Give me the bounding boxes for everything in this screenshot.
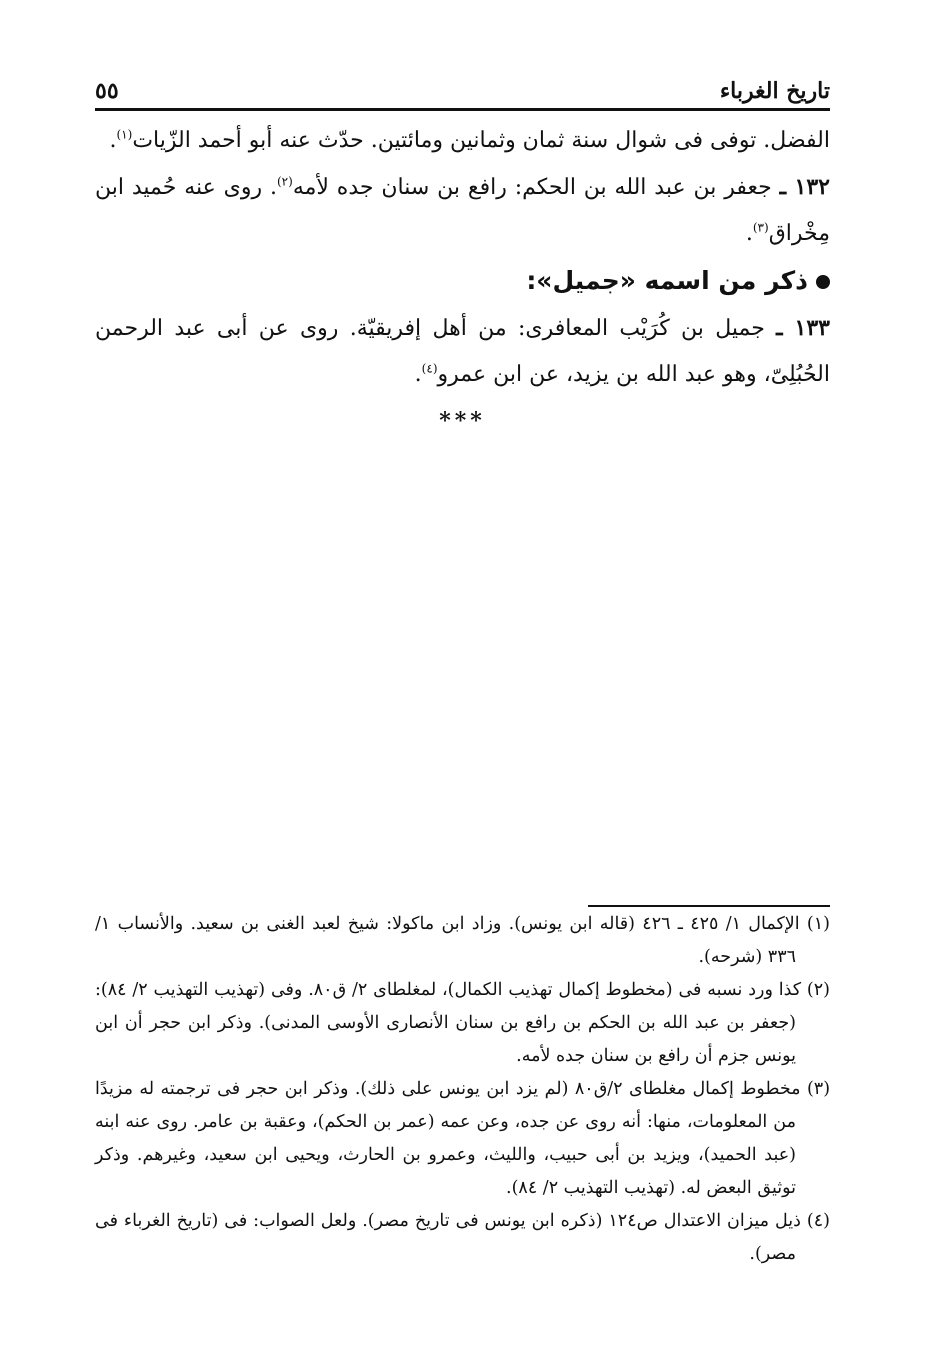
footnote-ref-4[interactable]: (٤) xyxy=(421,361,438,376)
entry-text: . روى عنه حُميد ابن مِخْراق xyxy=(95,175,830,246)
footnote-rule xyxy=(588,905,830,907)
section-separator-stars: *** xyxy=(439,408,486,434)
text-punct: . xyxy=(414,362,422,387)
footnote-4: (٤) ذيل ميزان الاعتدال ص١٢٤ (ذكره ابن يونس فى تاريخ مصر). ولعل الصواب: فى (تاريخ الغرباء فى مصر). xyxy=(95,1211,830,1264)
footnote-ref-1[interactable]: (١) xyxy=(116,127,133,142)
running-title: تاريخ الغرباء xyxy=(719,78,830,104)
text-line: الفضل. توفى فى شوال سنة ثمان وثمانين ومائتين. حدّث عنه أبو أحمد الزّيات xyxy=(132,128,830,153)
running-header xyxy=(95,68,830,104)
paragraph-continuation xyxy=(95,118,830,164)
entry-text: جعفر بن عبد الله بن الحكم: رافع بن سنان جده لأمه xyxy=(292,175,772,200)
entry-text: جميل بن كُرَيْب المعافرى: من أهل إفريقيّة. روى عن أبى عبد الرحمن الحُبُلِىّ، وهو عبد الله بن يزيد، عن ابن عمرو xyxy=(95,316,830,387)
bullet-icon xyxy=(816,275,830,289)
section-heading-text: ذكر من اسمه «جميل»: xyxy=(526,266,808,295)
footnote-ref-2[interactable]: (٢) xyxy=(276,174,293,189)
entry-133 xyxy=(95,305,830,398)
text-punct: . xyxy=(745,221,753,246)
footnote-ref-3[interactable]: (٣) xyxy=(752,220,769,235)
entry-number: ١٣٣ ـ xyxy=(776,315,830,341)
footnotes xyxy=(95,908,830,1271)
footnote-1: (١) الإكمال ١/ ٤٢٥ ـ ٤٢٦ (قاله ابن يونس). وزاد ابن ماكولا: شيخ لعبد الغنى بن سعيد. والأنساب ١/ ٣٣٦ (شرحه). xyxy=(95,914,830,967)
section-heading xyxy=(95,257,830,305)
footnote-3: (٣) مخطوط إكمال مغلطاى ٢/ق٨٠ (لم يزد ابن يونس على ذلك). وذكر ابن حجر فى ترجمته له مزيدًا من المعلومات، منها: أنه روى عن جده، وعن عمه (عمر بن الحكم)، وعقبة بن عامر. روى عنه ابنه (عبد الحميد)، ويزيد بن أبى حبيب، والليث، وعمرو بن الحارث، ويحيى ابن سعيد، وغيرهم. وذكر توثيق البعض له. (تهذيب التهذيب ٢/ ٨٤). xyxy=(95,1079,831,1198)
entry-132 xyxy=(95,164,830,257)
header-rule xyxy=(95,108,830,111)
page-number: ٥٥ xyxy=(95,78,119,104)
entry-number: ١٣٢ ـ xyxy=(779,174,830,200)
main-text xyxy=(95,118,830,444)
footnote-2: (٢) كذا ورد نسبه فى (مخطوط إكمال تهذيب الكمال)، لمغلطاى ٢/ ق٨٠. وفى (تهذيب التهذيب ٢/ ٨٤): (جعفر بن عبد الله بن الحكم بن رافع بن سنان الأنصارى الأوسى المدنى). وذكر ابن حجر أن ابن يونس جزم أن رافع بن سنان جده لأمه. xyxy=(95,980,830,1066)
text-punct: . xyxy=(109,128,117,153)
